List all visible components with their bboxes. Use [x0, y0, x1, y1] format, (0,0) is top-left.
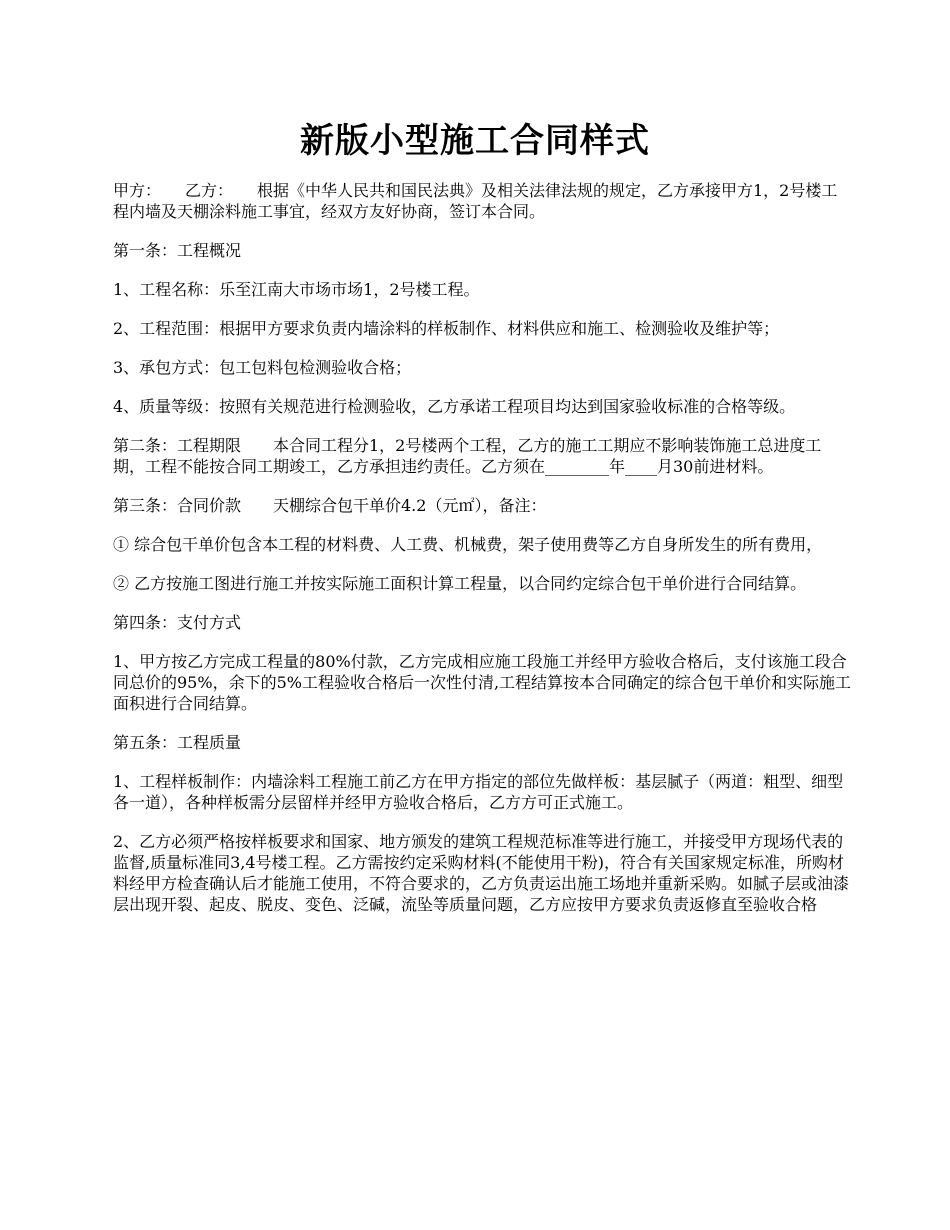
paragraph-intro: 甲方： 乙方： 根据《中华人民共和国民法典》及相关法律法规的规定，乙方承接甲方1，2号楼工程内墙及天棚涂料施工事宜，经双方友好协商，签订本合同。	[113, 181, 838, 221]
paragraph: 1、甲方按乙方完成工程量的80%付款，乙方完成相应施工段施工并经甲方验收合格后，支付该施工段合同总价的95%，余下的5%工程验收合格后一次性付清,工程结算按本合同确定的综合包干单价和实际施工面积进行合同结算。	[113, 652, 852, 713]
section-heading-1: 第一条：工程概况	[113, 241, 242, 260]
section-heading-4: 第四条：支付方式	[113, 613, 242, 632]
paragraph: ② 乙方按施工图进行施工并按实际施工面积计算工程量，以合同约定综合包干单价进行合同结算。	[113, 574, 807, 593]
paragraph: 3、承包方式：包工包料包检测验收合格；	[113, 358, 412, 377]
document-body	[113, 180, 853, 933]
paragraph: 2、工程范围：根据甲方要求负责内墙涂料的样板制作、材料供应和施工、检测验收及维护等；	[113, 319, 780, 338]
paragraph: 1、工程样板制作：内墙涂料工程施工前乙方在甲方指定的部位先做样板：基层腻子（两道：粗型、细型各一道），各种样板需分层留样并经甲方验收合格后，乙方方可正式施工。	[113, 772, 844, 812]
section-heading-5: 第五条：工程质量	[113, 733, 242, 752]
paragraph: 1、工程名称：乐至江南大市场市场1，2号楼工程。	[113, 280, 480, 299]
paragraph: 2、乙方必须严格按样板要求和国家、地方颁发的建筑工程规范标准等进行施工，并接受甲方现场代表的监督,质量标准同3,4号楼工程。乙方需按约定采购材料(不能使用干粉)，符合有关国家规定标准，所购材料经甲方检查确认后才能施工使用，不符合要求的，乙方负责运出施工场地并重新采购。如腻子层或油漆层出现开裂、起皮、脱皮、变色、泛碱，流坠等质量问题，乙方应按甲方要求负责返修直至验收合格	[113, 832, 850, 914]
section-heading-3: 第三条：合同价款 天棚综合包干单价4.2（元㎡），备注：	[113, 496, 547, 515]
section-heading-2: 第二条：工程期限 本合同工程分1，2号楼两个工程，乙方的施工工期应不影响装饰施工总进度工期，工程不能按合同工期竣工，乙方承担违约责任。乙方须在________年____月30前进材料。	[113, 436, 822, 476]
document-title: 新版小型施工合同样式	[300, 121, 650, 161]
paragraph: 4、质量等级：按照有关规范进行检测验收，乙方承诺工程项目均达到国家验收标准的合格等级。	[113, 397, 796, 416]
paragraph: ① 综合包干单价包含本工程的材料费、人工费、机械费，架子使用费等乙方自身所发生的所有费用，	[113, 535, 823, 554]
